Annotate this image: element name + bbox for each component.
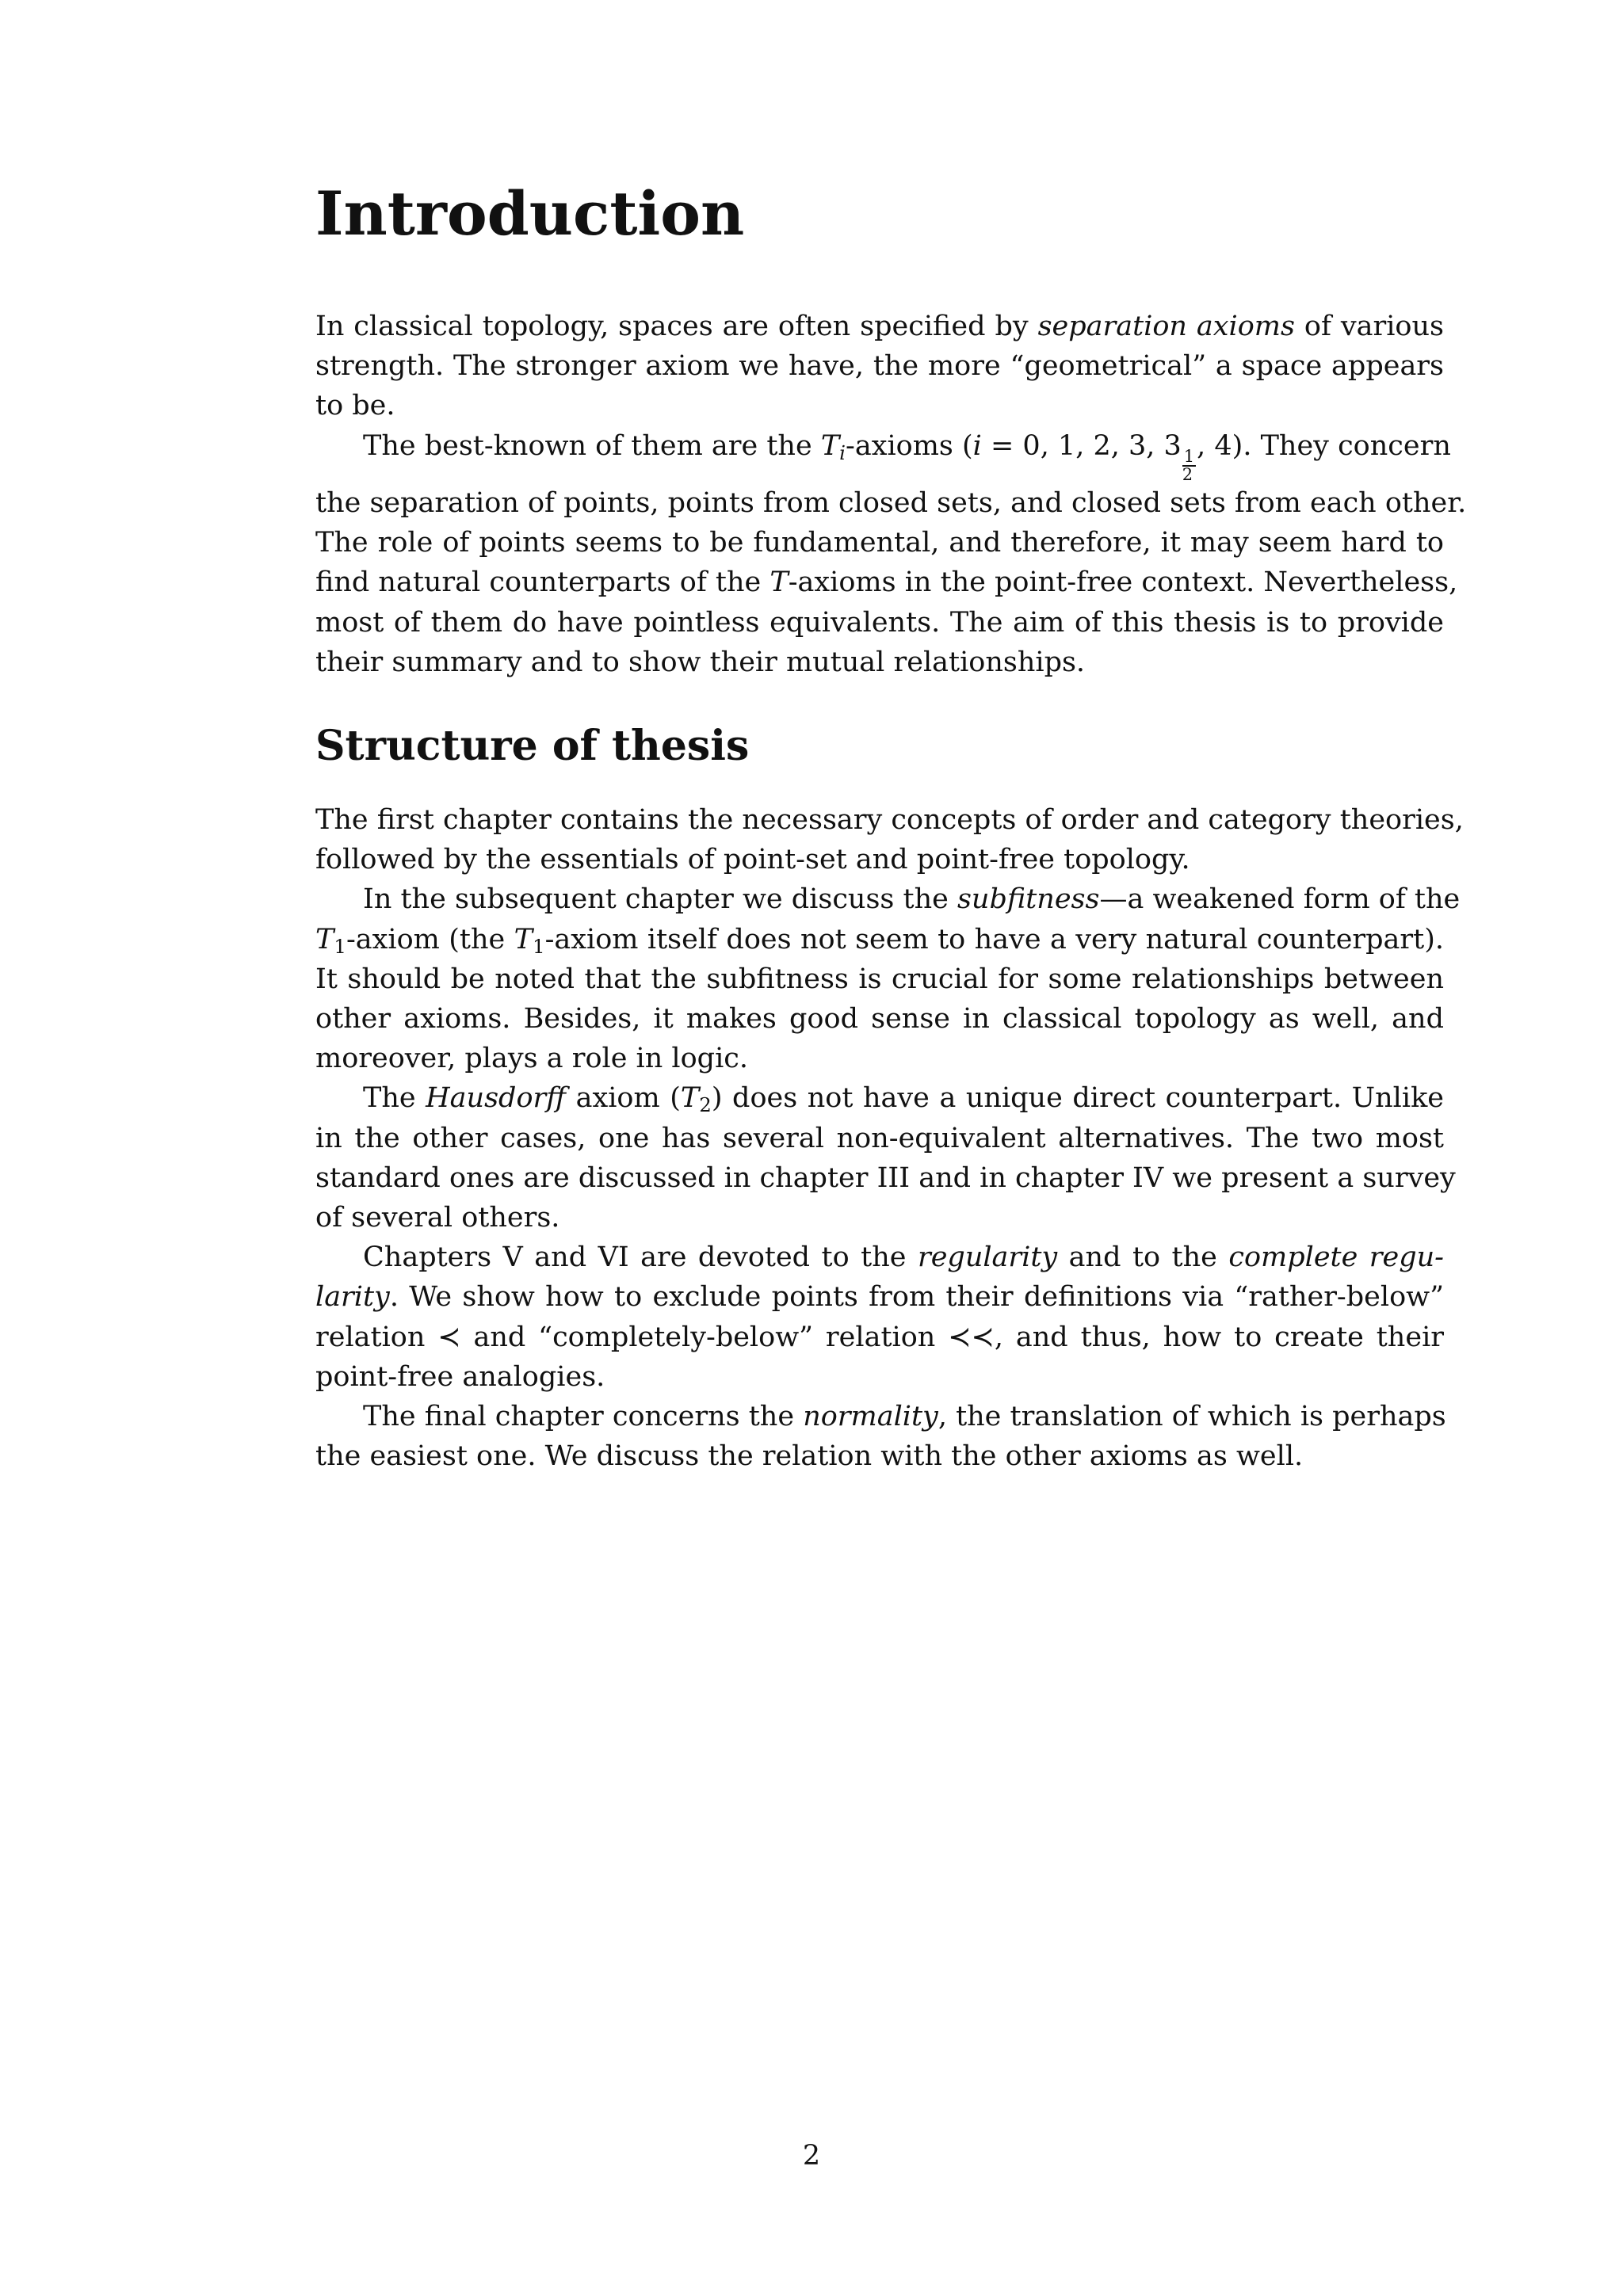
- page-number: 2: [802, 2140, 821, 2172]
- intro-body: [315, 307, 1467, 682]
- section-title: Structure of thesis: [315, 722, 750, 770]
- emphasis-normality: normality: [803, 1401, 938, 1433]
- structure-paragraph-5: The final chapter concerns the normality, the translation of which is perhaps the easiest one. We discuss the relation with the other axioms as well.: [315, 1401, 1446, 1473]
- emphasis-subfitness: subfitness: [957, 883, 1100, 916]
- chapter-title: Introduction: [315, 178, 745, 249]
- structure-paragraph-1: The first chapter contains the necessary concepts of order and category theories, followed by the essentials of point-set and point-free topology.: [315, 804, 1464, 876]
- emphasis-regularity: regularity: [917, 1241, 1058, 1274]
- emphasis-separation-axioms: separation axioms: [1037, 311, 1295, 342]
- emphasis-complete-regularity: complete regu-: [1228, 1241, 1445, 1274]
- intro-paragraph-2: The best-known of them are the $T_i$-axioms (i = 0, 1, 2, 3, 3 $\frac{1}{2}$ , 4). They concern the separation of points, points from closed sets, and closed sets from each other. The role of points seems to be fundamental, and therefore, it may seem hard to find natural counterparts of the T-axioms in the point-free context. Nevertheless, most of them do have pointless equivalents. The aim of this thesis is to provide their summary and to show their mutual relationships.: [315, 429, 1467, 678]
- intro-paragraph-1: In classical topology, spaces are often specified by separation axioms of various strength. The stronger axiom we have, the more “geometrical” a space appears to be.: [315, 311, 1445, 422]
- structure-paragraph-3: The Hausdorff axiom $(T_2)$ does not have a unique direct counterpart. Unlike in the other cases, one has several non-equivalent alternatives. The two most standard ones are discussed in chapter III and in chapter IV we present a survey of several others.: [315, 1082, 1456, 1234]
- fraction-one-half: $\frac{1}{2}$: [1182, 447, 1195, 485]
- emphasis-hausdorff: Hausdorff: [426, 1082, 567, 1115]
- structure-paragraph-2: In the subsequent chapter we discuss the subfitness—a weakened form of the $T_1$-axiom (the $T_1$-axiom itself does not seem to have a very natural counterpart). It should be noted that the subfitness is crucial for some relationships between other axioms. Besides, it makes good sense in classical topology as well, and moreover, plays a role in logic.: [315, 883, 1461, 1075]
- structure-body: [315, 800, 1464, 1476]
- structure-paragraph-4: Chapters V and VI are devoted to the regularity and to the complete regu- larity. We show how to exclude points from their definitions via “rather-below” relation ≺ and “completely-below” relation ≺≺, and thus, how to create their point-free analogies.: [315, 1241, 1445, 1393]
